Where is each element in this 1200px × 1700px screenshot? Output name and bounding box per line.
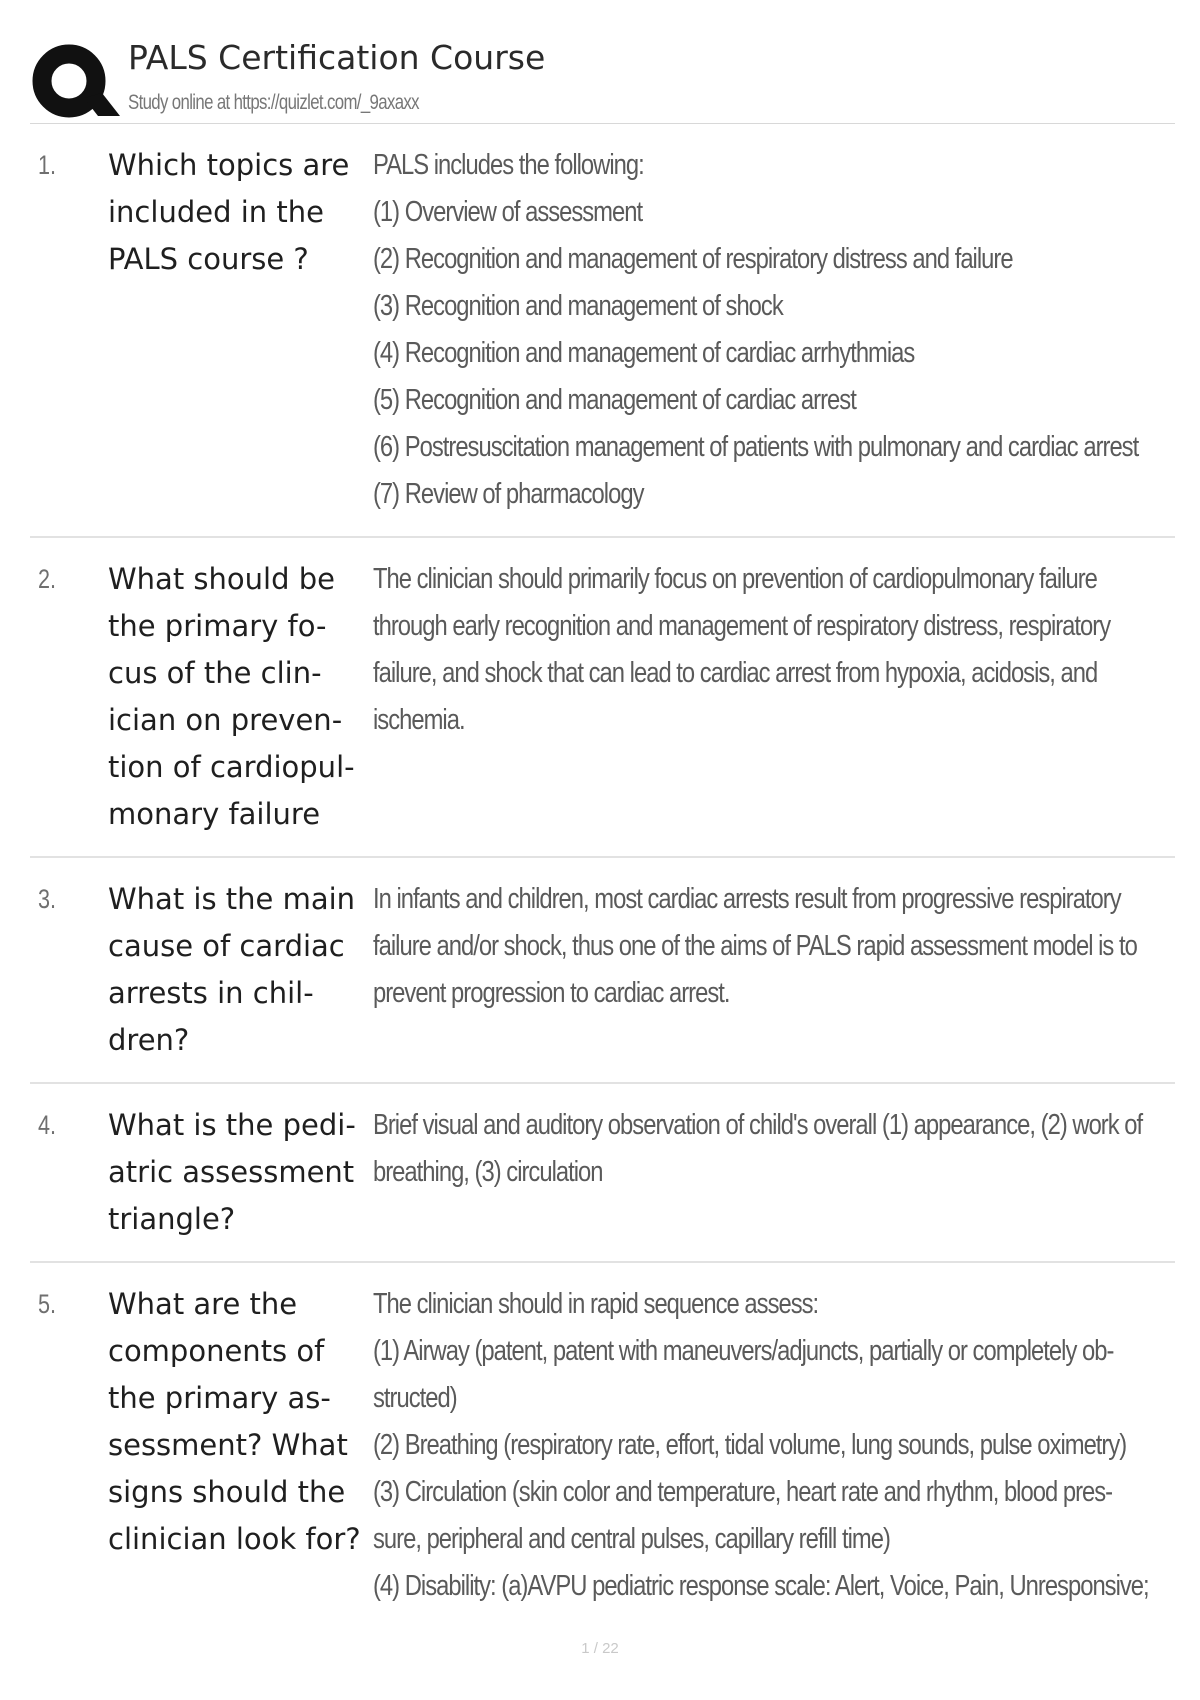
card-question [108,142,370,518]
card-answer [370,556,1175,838]
answer-line: In infants and children, most cardiac arrests result from progressive respiratory [373,883,1121,915]
answer-line: (2) Breathing (respiratory rate, effort, tidal volume, lung sounds, pulse oximetry) [373,1429,1127,1461]
question-line: signs should the [108,1475,346,1509]
question-line: the primary fo- [108,609,327,643]
card-number: 4. [38,1110,57,1140]
question-line: ician on preven- [108,703,343,737]
answer-line: through early recognition and management of respiratory distress, respiratory [373,610,1111,642]
question-line: cus of the clin- [108,656,322,690]
question-line: cause of cardiac [108,929,345,963]
answer-line: The clinician should primarily focus on prevention of cardiopulmonary failure [373,563,1097,595]
question-line: What are the [108,1287,298,1321]
flashcard-row [30,538,1175,858]
answer-line: sure, peripheral and central pulses, capillary refill time) [373,1523,890,1555]
answer-line: (7) Review of pharmacology [373,478,644,510]
quizlet-logo-icon [32,36,136,128]
card-number: 2. [38,564,57,594]
question-line: monary failure [108,797,321,831]
answer-line: The clinician should in rapid sequence assess: [373,1288,819,1320]
card-number: 5. [38,1289,57,1319]
flashcard-row [30,858,1175,1084]
card-question [108,556,370,838]
card-question [108,1281,370,1610]
question-line: clinician look for? [108,1522,361,1556]
question-line: dren? [108,1023,190,1057]
page-number: 1 / 22 [581,1640,619,1657]
answer-line: failure, and shock that can lead to cardiac arrest from hypoxia, acidosis, and [373,657,1098,689]
question-line: Which topics are [108,148,350,182]
answer-line: PALS includes the following: [373,149,644,181]
card-answer [370,1281,1175,1610]
flashcard-row [30,1263,1175,1628]
question-line: sessment? What [108,1428,348,1462]
answer-line: (5) Recognition and management of cardiac arrest [373,384,856,416]
answer-line: (3) Circulation (skin color and temperature, heart rate and rhythm, blood pres- [373,1476,1113,1508]
answer-line: breathing, (3) circulation [373,1156,603,1188]
answer-line: (1) Overview of assessment [373,196,643,228]
question-line: components of [108,1334,325,1368]
flashcard-row [30,124,1175,538]
question-line: What is the main [108,882,356,916]
question-line: What is the pedi- [108,1108,356,1142]
card-question [108,876,370,1064]
answer-line: structed) [373,1382,457,1414]
page-title: PALS Certification Course [128,38,546,77]
answer-line: Brief visual and auditory observation of child's overall (1) appearance, (2) work of [373,1109,1143,1141]
question-line: PALS course ? [108,242,309,276]
card-number: 3. [38,884,57,914]
question-line: arrests in chil- [108,976,314,1010]
answer-line: (1) Airway (patent, patent with maneuvers/adjuncts, partially or completely ob- [373,1335,1114,1367]
answer-line: (4) Recognition and management of cardiac arrhythmias [373,337,915,369]
flashcard-list [30,124,1175,1628]
card-answer [370,876,1175,1064]
question-line: tion of cardiopul- [108,750,355,784]
answer-line: (3) Recognition and management of shock [373,290,783,322]
answer-line: prevent progression to cardiac arrest. [373,977,730,1009]
question-line: included in the [108,195,324,229]
answer-line: (4) Disability: (a)AVPU pediatric response scale: Alert, Voice, Pain, Unresponsive; [373,1570,1149,1602]
study-online-link[interactable]: Study online at https://quizlet.com/_9axaxx [128,91,419,114]
card-number: 1. [38,150,57,180]
answer-line: ischemia. [373,704,465,736]
answer-line: failure and/or shock, thus one of the aims of PALS rapid assessment model is to [373,930,1137,962]
question-line: the primary as- [108,1381,331,1415]
question-line: triangle? [108,1202,236,1236]
question-line: What should be [108,562,335,596]
page-header [30,28,1170,124]
card-answer [370,142,1175,518]
question-line: atric assessment [108,1155,355,1189]
answer-line: (2) Recognition and management of respiratory distress and failure [373,243,1013,275]
answer-line: (6) Postresuscitation management of patients with pulmonary and cardiac arrest [373,431,1139,463]
card-question [108,1102,370,1243]
card-answer [370,1102,1175,1243]
flashcard-row [30,1084,1175,1263]
